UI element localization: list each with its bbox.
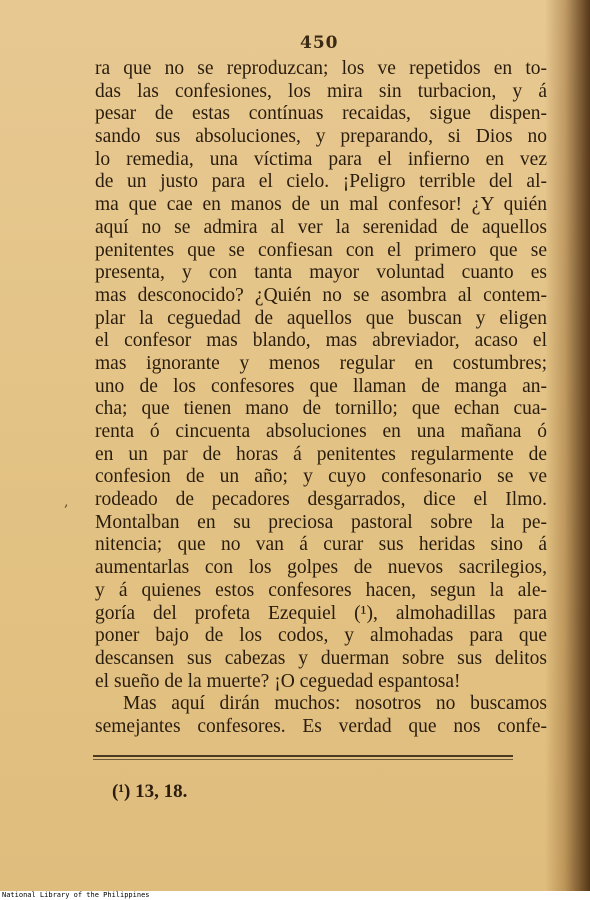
text-line: ma que cae en manos de un mal confesor! ¿Y quién [95,194,547,216]
text-line: aumentarlas con los golpes de nuevos sacrilegios, [95,557,547,579]
text-line: lo remedia, una víctima para el infierno en vez [95,148,547,170]
text-line: en un par de horas á penitentes regularmente de [95,443,547,465]
margin-mark: , [64,494,69,510]
footnote-divider [93,755,513,757]
text-line: confesion de un año; y cuyo confesonario se ve [95,466,547,488]
text-line: penitentes que se confiesan con el primero que se [95,239,547,261]
text-line: uno de los confesores que llaman de manga an- [95,375,547,397]
text-line: das las confesiones, los mira sin turbacion, y á [95,80,547,102]
text-line: Montalban en su preciosa pastoral sobre la pe- [95,511,547,533]
text-line: el confesor mas blando, mas abreviador, acaso el [95,330,547,352]
page-number: 450 [300,33,339,53]
text-line: descansen sus cabezas y duerman sobre sus delitos [95,647,547,669]
text-line: presenta, y con tanta mayor voluntad cuanto es [95,262,547,284]
text-line: Mas aquí dirán muchos: nosotros no buscamos [123,693,547,715]
text-line: de un justo para el cielo. ¡Peligro terrible del al- [95,171,547,193]
text-line: sando sus absoluciones, y preparando, si Dios no [95,126,547,148]
footnote-text: 13, 18. [135,781,188,802]
library-footer: National Library of the Philippines [2,891,150,899]
text-line: el sueño de la muerte? ¡O ceguedad espantosa! [95,670,461,692]
body-text [95,58,547,739]
text-line: rodeado de pecadores desgarrados, dice el Ilmo. [95,489,547,511]
text-line: plar la ceguedad de aquellos que buscan y eligen [95,307,547,329]
text-line: poner bajo de los codos, y almohadas para que [95,625,547,647]
text-line: renta ó cincuenta absoluciones en una mañana ó [95,421,547,442]
text-line: nitencia; que no van á curar sus heridas sino á [95,534,547,556]
text-line: cha; que tienen mano de tornillo; que echan cua- [95,398,547,420]
text-line: ra que no se reproduzcan; los ve repetidos en to- [95,58,547,79]
text-line: mas ignorante y menos regular en costumbres; [95,352,547,374]
text-line: y á quienes estos confesores hacen, segun la ale- [95,579,547,601]
footnote [112,781,187,803]
text-line: aquí no se admira al ver la serenidad de aquellos [95,216,547,238]
footnote-divider-thin [93,759,513,760]
text-line: mas desconocido? ¿Quién no se asombra al contem- [95,284,547,306]
text-line: goría del profeta Ezequiel (¹), almohadillas para [95,602,547,624]
footnote-marker: (¹) [112,781,131,802]
text-line: pesar de estas contínuas recaidas, sigue dispen- [95,103,547,125]
text-line: semejantes confesores. Es verdad que nos confe- [95,715,547,737]
